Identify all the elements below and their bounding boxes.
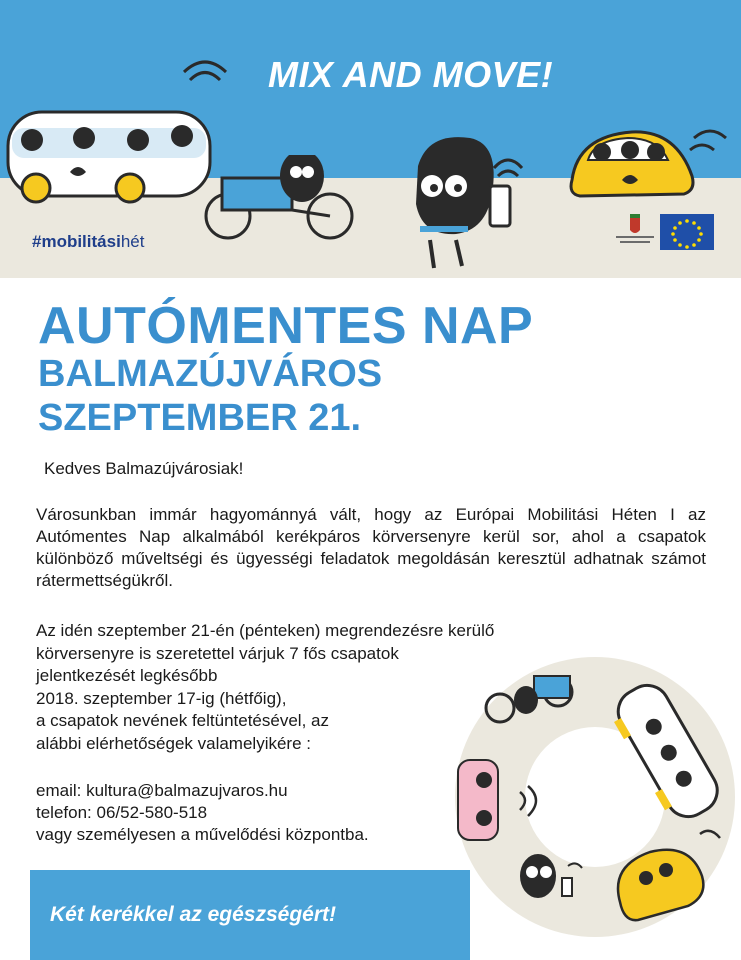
contact-email[interactable]: email: kultura@balmazujvaros.hu xyxy=(36,781,288,800)
hashtag-suffix: hét xyxy=(120,232,145,251)
contact-phone[interactable]: telefon: 06/52-580-518 xyxy=(36,803,208,822)
invitation-line: a csapatok nevének feltüntetésével, az xyxy=(36,711,329,730)
hashtag xyxy=(32,232,144,252)
greeting: Kedves Balmazújvárosiak! xyxy=(44,459,244,478)
header-banner xyxy=(0,0,741,278)
yellow-car-illustration xyxy=(571,131,726,196)
round-illustration xyxy=(450,652,740,942)
invitation-line: jelentkezését legkésőbb xyxy=(36,666,218,685)
footer-slogan: Két kerékkel az egészségért! xyxy=(50,903,336,926)
invitation-line: alábbi elérhetőségek valamelyikére : xyxy=(36,733,311,753)
intro-paragraph: Városunkban immár hagyománnyá vált, hogy az Európai Mobilitási Héten I az Autómentes Nap alkalmából kerékpáros körversenyre kerül sor, ahol a csapatok különböző műveltségi és ügyességi feladatok megoldásán keresztül adhatnak számot rátermettségükről. xyxy=(36,505,706,590)
invitation-line: Az idén szeptember 21-én (pénteken) megrendezésre kerülő xyxy=(36,621,495,640)
invitation-paragraph xyxy=(36,620,506,755)
invitation-line: 2018. szeptember 17-ig (hétfőig), xyxy=(36,688,287,708)
event-town: BALMAZÚJVÁROS xyxy=(38,353,383,395)
event-title: AUTÓMENTES NAP xyxy=(38,297,534,355)
eu-flag-icon xyxy=(660,214,714,250)
footer-banner xyxy=(30,870,470,960)
invitation-line: körversenyre is szeretettel várjuk 7 fős csapatok xyxy=(36,643,399,663)
ministry-crest-icon xyxy=(616,214,654,243)
bus-illustration xyxy=(8,112,210,202)
contact-in-person: vagy személyesen a művelődési központba. xyxy=(36,825,369,844)
event-date: SZEPTEMBER 21. xyxy=(38,397,362,439)
slogan: MIX AND MOVE! xyxy=(268,54,554,95)
contact-block xyxy=(36,780,369,846)
hashtag-prefix: #mobilitási xyxy=(32,232,121,251)
wifi-signal-icon xyxy=(184,62,226,80)
cargo-bike-illustration xyxy=(206,150,352,238)
person-phone-illustration xyxy=(416,137,522,268)
